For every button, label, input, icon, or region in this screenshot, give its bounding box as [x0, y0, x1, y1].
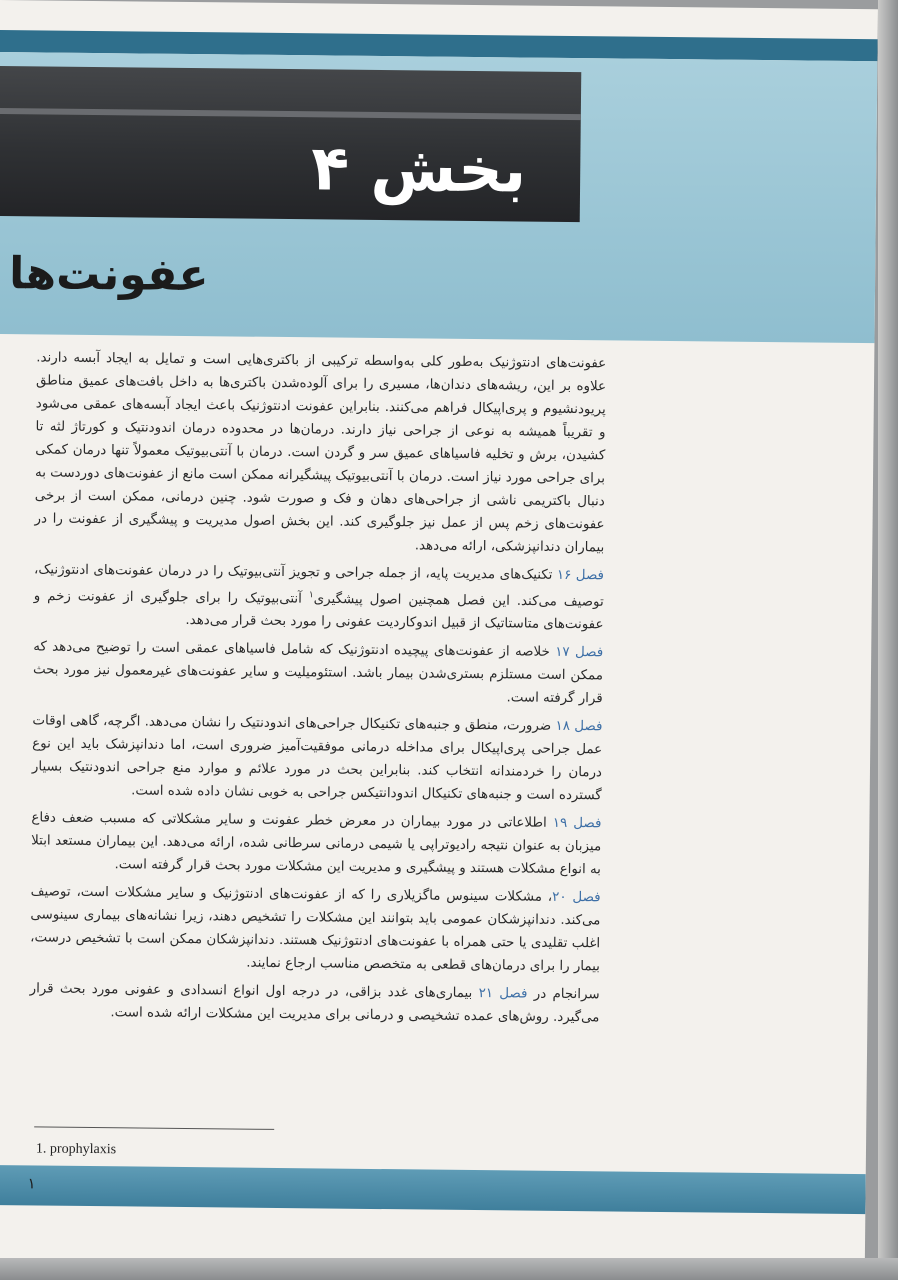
paragraph-text: عفونت‌های ادنتوژنیک به‌طور کلی به‌واسطه ترکیبی از باکتری‌هایی است و تمایل به ایجاد آبسه دارند. علاوه بر این، ریشه‌های دندان‌ها، مسیری را برای آلوده‌شدن باکتری‌ها به داخل بافت‌های عمیق مناطق پریودنشیوم و پری‌اپیکال فراهم می‌کنند. بنابراین عفونت ادنتوژنیک باعث ایجاد آبسه‌های عمقی می‌شود و تقریباً همیشه به نوعی از جراحی نیاز دارند. درمان‌ها در محدوده درمان اندودنتیک و کورتاژ لثه تا کشیدن، برش و تخلیه فاسیاهای عمیق سر و گردن است. درمان با آنتی‌بیوتیک معمولاً تنها درمان کمکی برای جراحی مورد نیاز است. درمان با آنتی‌بیوتیک پیشگیرانه ممکن است مانع از عفونت‌های دوردست به دنبال باکتریمی ناشی از جراحی‌های دهان و فک و صورت شود. چنین درمانی، ممکن است از برخی عفونت‌های زخم پس از عمل نیز جلوگیری کند. این بخش اصول مدیریت و پیشگیری از عفونت را در بیماران دندانپزشکی، ارائه می‌دهد. [34, 350, 607, 556]
paragraph-text: ، مشکلات سینوس ماگزیلاری را که از عفونت‌های ادنتوژنیک و سایر مشکلات است، توصیف می‌کند. دندانپزشکان عمومی باید بتوانند این مشکلات را تشخیص دهند، زیرا نشانه‌های بیماری سینوسی اغلب تقلیدی یا حتی همراه با عفونت‌های ادنتوژنیک هستند. دندانپزشکان ممکن است با تشخیص درست، بیمار را برای درمان‌های قطعی به متخصص مناسب ارجاع نمایند. [30, 884, 601, 975]
chapter-title: عفونت‌ها [8, 248, 209, 302]
section-title: بخش ۴ [310, 131, 527, 207]
chapter-ref-19[interactable]: فصل ۱۹ [552, 816, 602, 832]
bottom-accent-stripe [0, 1165, 866, 1214]
chapter-ref-17[interactable]: فصل ۱۷ [555, 645, 604, 661]
paragraph-lead: سرانجام در [527, 987, 600, 1003]
paragraph-text: آنتی‌بیوتیک را برای جلوگیری از عفونت زخم و عفونت‌های متاستاتیک از قبیل اندوکاردیت عفونی را مورد بحث قرار می‌دهد. [33, 588, 604, 633]
chapter-ref-16[interactable]: فصل ۱۶ [556, 567, 605, 584]
paragraph-ch21 [29, 978, 599, 1030]
paragraph-text: بیماری‌های غدد بزاقی، در درجه اول انواع انسدادی و عفونی مورد بحث قرار می‌گیرد. روش‌های عمده تشخیصی و درمانی برای مدیریت این مشکلات ارائه شده است. [29, 981, 600, 1026]
footnote-divider [34, 1126, 274, 1130]
paragraph-ch17 [33, 636, 604, 711]
paragraph-ch18 [32, 710, 603, 808]
paragraph-ch19 [31, 807, 602, 882]
chapter-ref-18[interactable]: فصل ۱۸ [555, 719, 603, 735]
paragraph-text: تکنیک‌های مدیریت پایه، از جمله جراحی و تجویز آنتی‌بیوتیک را در درمان عفونت‌های ادنتوژنیک، توصیف می‌کند. این فصل همچنین اصول پیشگیری [33, 562, 604, 610]
paragraph-text: خلاصه از عفونت‌های پیچیده ادنتوژنیک که شامل فاسیاهای عمقی است را توضیح می‌دهد که ممکن است مستلزم بستری‌شدن بیمار باشد. استئومیلیت و سایر عفونت‌های غیرمعمول نیز مورد بحث قرار گرفته است. [32, 639, 604, 707]
paragraph-intro [34, 346, 606, 559]
paragraph-text: اطلاعاتی در مورد بیماران در معرض خطر عفونت و سایر مشکلاتی که مسبب ضعف دفاع میزبان به عنوان نتیجه رادیوتراپی یا شیمی درمانی سرطانی شده، ارائه می‌دهد. این بیماران مستعد ابتلا به انواع مشکلات هستند و پیشگیری و مدیریت این مشکلات مورد بحث قرار گرفته است. [31, 810, 602, 878]
paragraph-text: ضرورت، منطق و جنبه‌های تکنیکال جراحی‌های اندودنتیک را نشان می‌دهد. اگرچه، گاهی اوقات عمل جراحی پری‌اپیکال برای مداخله درمانی موفقیت‌آمیز ضروری است، اما دندانپزشک باید این نوع درمان را خردمندانه انتخاب کند. بنابراین بحث در مورد علائم و موارد منع جراحی اندودنتیک بسیار گسترده است و جنبه‌های تکنیکال اندودانتیکس جراحی به خوبی نشان داده شده است. [31, 713, 603, 804]
page-shadow [0, 1258, 898, 1280]
section-bar-highlight [0, 108, 581, 120]
body-text [29, 346, 606, 1034]
chapter-ref-20[interactable]: فصل ۲۰ [552, 890, 601, 906]
paragraph-ch16 [33, 558, 604, 636]
footnote: 1. prophylaxis [35, 1141, 117, 1158]
chapter-ref-21[interactable]: فصل ۲۱ [478, 986, 528, 1003]
paragraph-ch20 [30, 881, 601, 979]
page-edge [878, 0, 898, 1280]
footnote-marker: ۱ [308, 590, 314, 601]
page-number: ۱ [27, 1174, 36, 1193]
